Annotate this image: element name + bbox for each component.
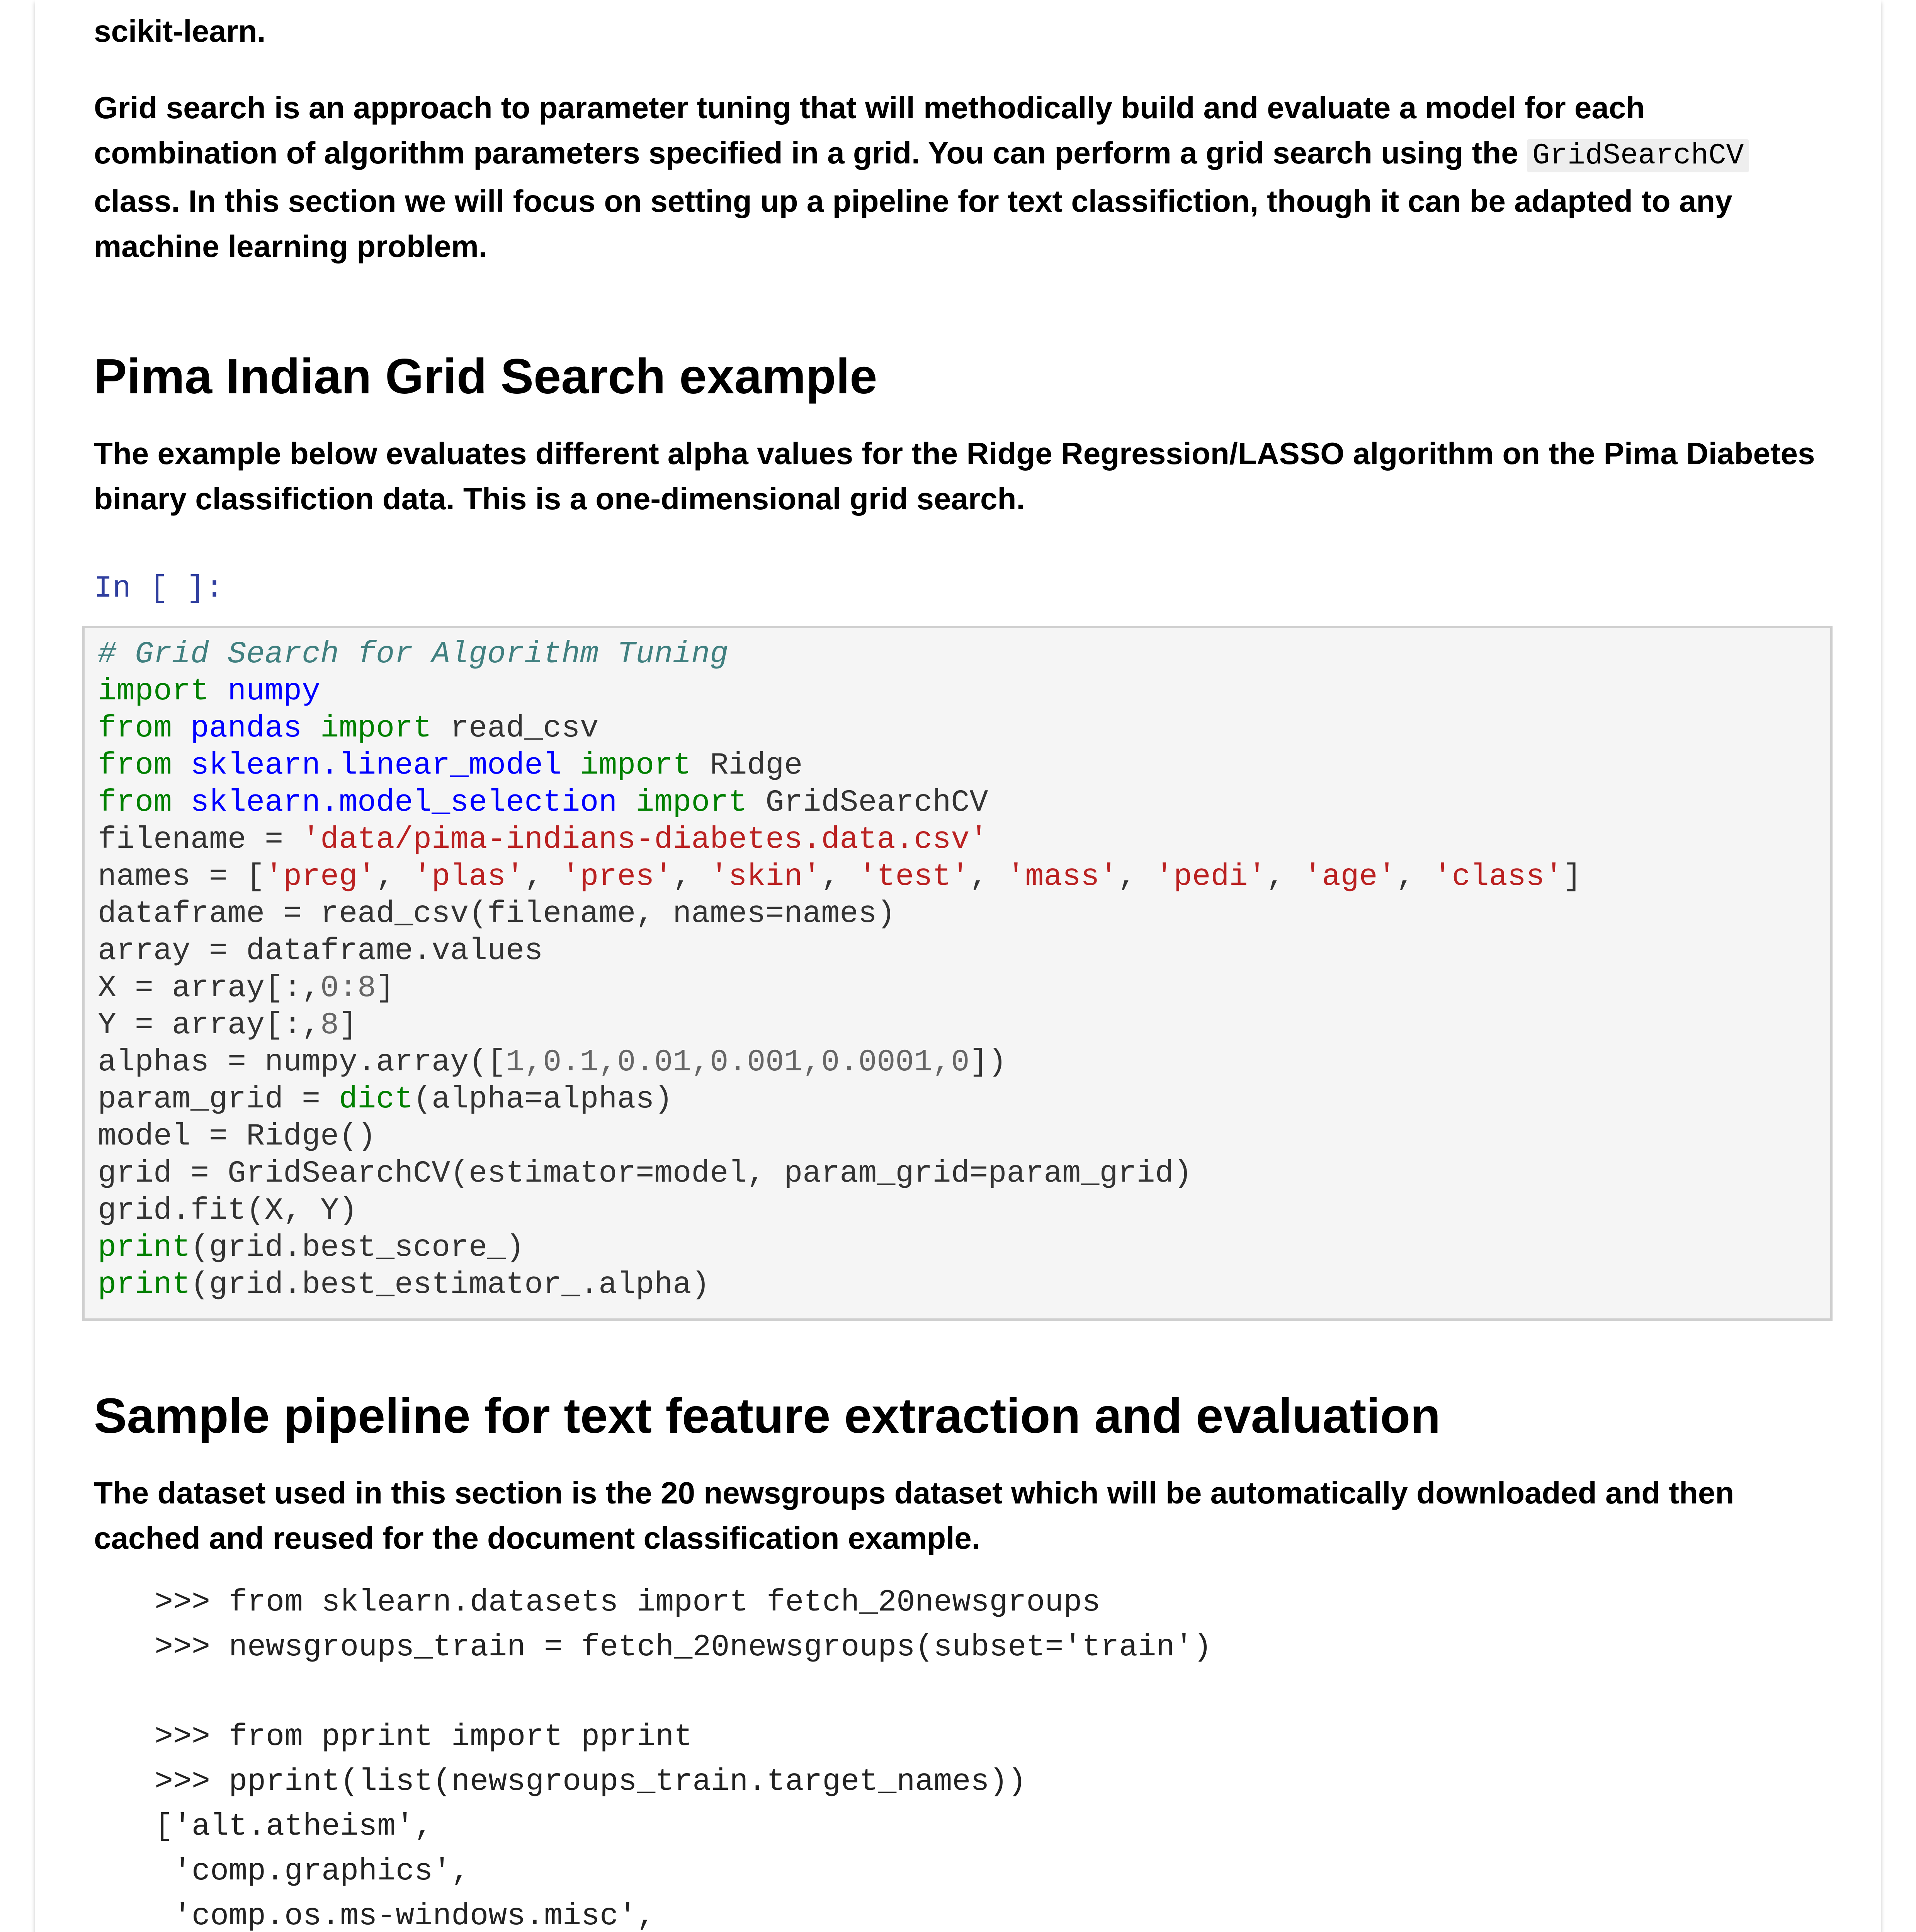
code-text: names = [	[98, 859, 265, 895]
code-cell[interactable]	[82, 626, 1833, 1321]
doctest-block	[155, 1580, 1212, 1932]
code-text: grid = GridSearchCV(estimator=model, param_grid=param_grid)	[98, 1156, 1192, 1191]
code-keyword: import	[580, 748, 692, 783]
code-string: 'class'	[1433, 859, 1563, 895]
code-name: Ridge	[710, 748, 803, 783]
code-text: grid.fit(X, Y)	[98, 1193, 358, 1228]
code-text: filename =	[98, 822, 302, 857]
section-body-pipeline: The dataset used in this section is the 20 newsgroups dataset which will be automatically downloaded and then cached and reused for the document classification example.	[94, 1476, 1734, 1555]
section-heading-pima: Pima Indian Grid Search example	[94, 349, 877, 404]
code-module: pandas	[190, 711, 302, 746]
inline-code-gridsearchcv: GridSearchCV	[1527, 139, 1749, 172]
code-keyword: from	[98, 711, 172, 746]
intro-text-1: Grid search is an approach to parameter tuning that will methodically build and evaluate a model for each combination of algorithm parameters specified in a grid. You can perform a grid search using the	[94, 90, 1645, 170]
code-text: (grid.best_score_)	[190, 1230, 525, 1265]
code-cell-source[interactable]: # Grid Search for Algorithm Tuning import numpy from pandas import read_csv from sklearn.linear_model import Ridge from sklearn.model_selection import GridSearchCV filename = 'data/pima-indians-diabetes.data.csv' names = ['preg', 'plas', 'pres', 'skin', 'test', 'mass', 'pedi', 'age', 'class'] dataframe = read_csv(filename, names=names) array = dataframe.values X = array[:,0:8] Y = array[:,8] alphas = numpy.array([1,0.1,0.01,0.001,0.0001,0]) param_grid = dict(alpha=alphas) model = Ridge() grid = GridSearchCV(estimator=model, param_grid=param_grid) grid.fit(X, Y) print(grid.best_score_) print(grid.best_estimator_.alpha)	[98, 637, 1582, 1303]
intro-bold-text: text classifiction	[1007, 184, 1250, 218]
previous-text-fragment: scikit-learn.	[94, 14, 266, 48]
code-comment: # Grid Search for Algorithm Tuning	[98, 637, 729, 672]
intro-text-2: class. In this section we will focus on setting up a pipeline for	[94, 184, 1008, 218]
code-text: param_grid =	[98, 1082, 339, 1117]
code-number: 8	[320, 1008, 339, 1043]
code-keyword: import	[636, 785, 747, 820]
code-text: Y = array[:,	[98, 1008, 321, 1043]
doctest-line: >>> pprint(list(newsgroups_train.target_names))	[155, 1764, 1027, 1799]
intro-text-3: , though it can be adapted to any machine learning problem.	[94, 184, 1732, 264]
code-name: read_csv	[450, 711, 599, 746]
code-number: 1,0.1,0.01,0.001,0.0001,0	[506, 1045, 970, 1080]
code-text: ])	[969, 1045, 1007, 1080]
code-builtin: print	[98, 1230, 191, 1265]
code-string: 'mass'	[1006, 859, 1118, 895]
code-keyword: import	[98, 674, 209, 709]
code-text: dataframe = read_csv(filename, names=names)	[98, 896, 896, 932]
code-text: alphas = numpy.array([	[98, 1045, 506, 1080]
code-text: model = Ridge()	[98, 1119, 376, 1154]
code-string: 'pedi'	[1155, 859, 1267, 895]
code-text: (grid.best_estimator_.alpha)	[190, 1267, 710, 1303]
doctest-output-line: ['alt.atheism',	[155, 1809, 433, 1844]
code-string: 'age'	[1303, 859, 1396, 895]
code-text: X = array[:,	[98, 971, 321, 1006]
section-body-pima: The example below evaluates different alpha values for the Ridge Regression/LASSO algorithm on the Pima Diabetes binary classifiction data. This is a one-dimensional grid search.	[94, 436, 1815, 516]
doctest-line: >>> from pprint import pprint	[155, 1719, 693, 1755]
code-string: 'test'	[858, 859, 970, 895]
code-string: 'pres'	[561, 859, 673, 895]
code-keyword: from	[98, 748, 172, 783]
code-builtin: dict	[339, 1082, 413, 1117]
code-module: numpy	[228, 674, 321, 709]
doctest-output-line: 'comp.graphics',	[155, 1854, 470, 1889]
doctest-line: >>> from sklearn.datasets import fetch_20newsgroups	[155, 1585, 1101, 1620]
code-string: 'preg'	[265, 859, 376, 895]
code-keyword: import	[320, 711, 432, 746]
code-string: 'data/pima-indians-diabetes.data.csv'	[302, 822, 988, 857]
code-text: array = dataframe.values	[98, 934, 543, 969]
cell-input-prompt: In [ ]:	[94, 571, 224, 606]
doctest-blank	[155, 1670, 1212, 1715]
code-string: 'plas'	[413, 859, 525, 895]
section-heading-pipeline: Sample pipeline for text feature extraction and evaluation	[94, 1388, 1441, 1444]
code-module: sklearn.model_selection	[190, 785, 617, 820]
doctest-line: >>> newsgroups_train = fetch_20newsgroups(subset='train')	[155, 1630, 1212, 1665]
code-string: 'skin'	[710, 859, 821, 895]
code-number: 0:8	[320, 971, 376, 1006]
code-name: GridSearchCV	[765, 785, 988, 820]
intro-paragraph	[94, 85, 1825, 269]
code-text: ]	[1563, 859, 1582, 895]
doctest-output-line: 'comp.os.ms-windows.misc',	[155, 1899, 656, 1932]
code-keyword: from	[98, 785, 172, 820]
code-module: sklearn.linear_model	[190, 748, 562, 783]
code-text: (alpha=alphas)	[413, 1082, 673, 1117]
code-builtin: print	[98, 1267, 191, 1303]
